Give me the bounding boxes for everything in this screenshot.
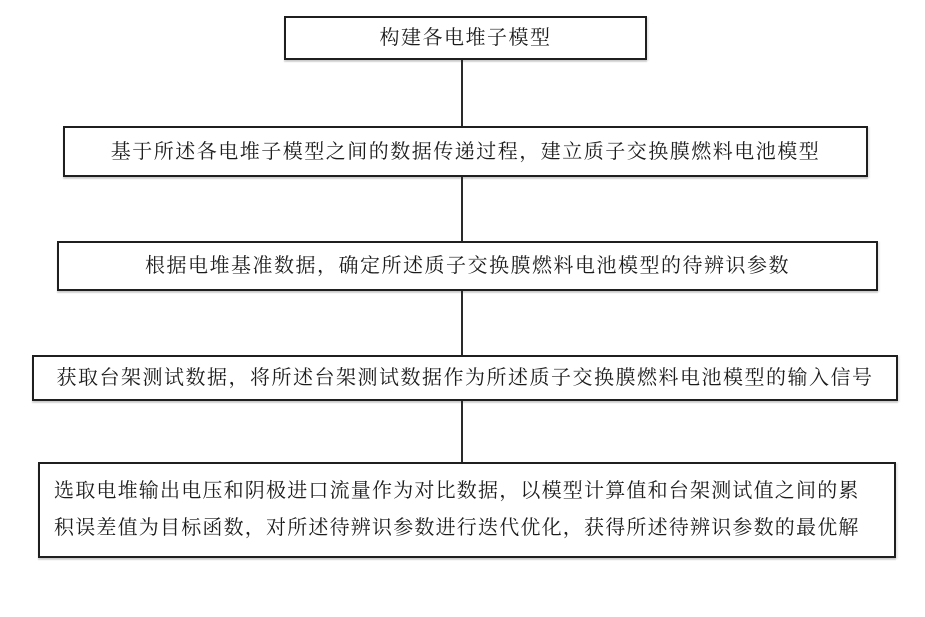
flow-step-label: 根据电堆基准数据，确定所述质子交换膜燃料电池模型的待辨识参数 bbox=[145, 255, 790, 277]
connector-line-2 bbox=[461, 177, 463, 241]
flow-step-label: 构建各电堆子模型 bbox=[379, 27, 552, 49]
flow-step-determine-parameters bbox=[57, 241, 878, 291]
flow-step-iterative-optimization bbox=[38, 462, 896, 558]
flow-step-label: 基于所述各电堆子模型之间的数据传递过程，建立质子交换膜燃料电池模型 bbox=[110, 140, 821, 163]
flow-step-label-line-1: 选取电堆输出电压和阴极进口流量作为对比数据，以模型计算值和台架测试值之间的累 bbox=[54, 480, 860, 502]
flow-step-establish-pemfc-model bbox=[63, 126, 868, 177]
connector-line-1 bbox=[461, 60, 463, 126]
flow-step-bench-test-input bbox=[32, 355, 898, 401]
connector-line-4 bbox=[461, 401, 463, 462]
flow-step-label: 获取台架测试数据，将所述台架测试数据作为所述质子交换膜燃料电池模型的输入信号 bbox=[56, 367, 874, 389]
connector-line-3 bbox=[461, 291, 463, 355]
flow-step-build-submodels bbox=[284, 16, 647, 60]
flow-step-label-line-2: 积误差值为目标函数，对所述待辨识参数进行迭代优化，获得所述待辨识参数的最优解 bbox=[54, 517, 860, 539]
